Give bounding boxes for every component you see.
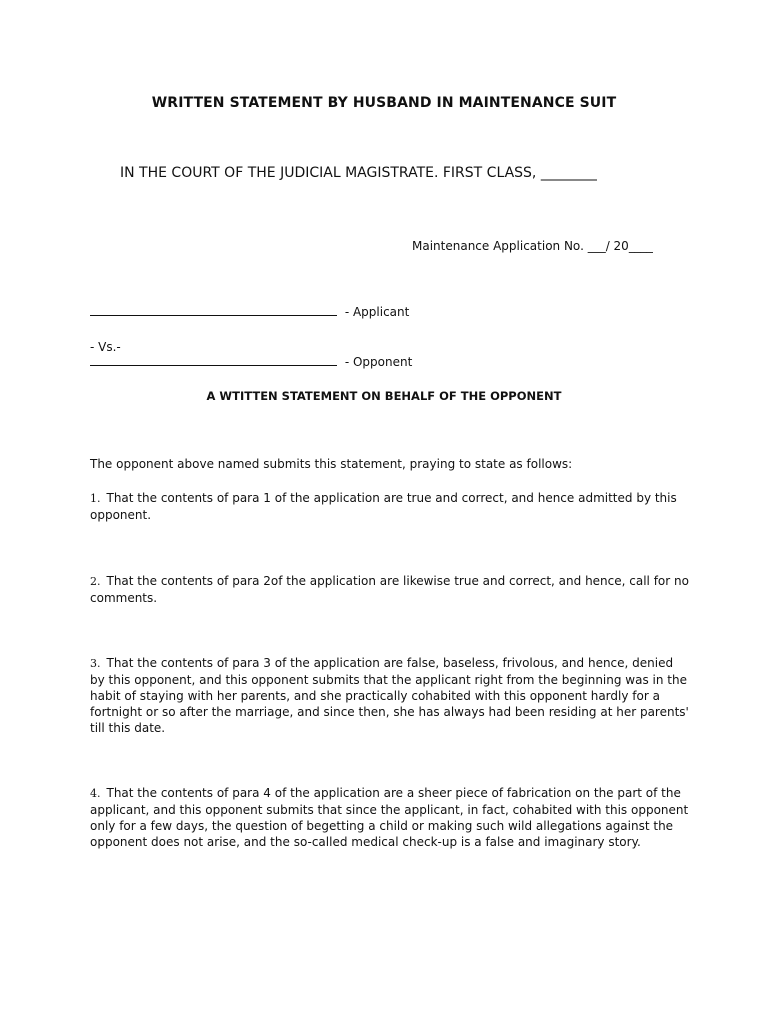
paragraph-3 xyxy=(90,655,690,736)
paragraph-number: 2. xyxy=(90,575,101,588)
applicant-name-blank xyxy=(90,314,337,316)
intro-text: The opponent above named submits this statement, praying to state as follows: xyxy=(90,457,573,471)
opponent-name-blank xyxy=(90,364,337,366)
applicant-row xyxy=(90,305,409,319)
paragraph-2 xyxy=(90,573,690,606)
paragraph-4 xyxy=(90,785,690,850)
paragraph-1 xyxy=(90,490,690,523)
applicant-label: - Applicant xyxy=(344,305,410,319)
paragraph-text: That the contents of para 4 of the application are a sheer piece of fabrication on the part of the applicant, and this opponent submits that since the applicant, in fact, cohabited with this opponent only for a few days, the question of begetting a child or making such wild allegations against the opponent does not arise, and the so-called medical check-up is a false and imaginary story. xyxy=(90,786,689,849)
paragraph-number: 4. xyxy=(90,787,101,800)
paragraph-text: That the contents of para 3 of the application are false, baseless, frivolous, and hence, denied by this opponent, and this opponent submits that the applicant right from the beginning was in the habit of staying with her parents, and she practically cohabited with this opponent hardly for a fortnight or so after the marriage, and since then, she has always had been residing at her parents' till this date. xyxy=(90,656,689,735)
paragraph-number: 1. xyxy=(90,492,101,505)
statement-subtitle: A WTITTEN STATEMENT ON BEHALF OF THE OPPONENT xyxy=(206,389,562,403)
document-title: WRITTEN STATEMENT BY HUSBAND IN MAINTENANCE SUIT xyxy=(151,95,617,111)
paragraph-text: That the contents of para 1 of the application are true and correct, and hence admitted by this opponent. xyxy=(90,491,677,522)
application-number: Maintenance Application No. ___/ 20____ xyxy=(412,239,653,253)
opponent-label: - Opponent xyxy=(344,355,413,369)
paragraph-text: That the contents of para 2of the application are likewise true and correct, and hence, call for no comments. xyxy=(90,574,689,605)
versus-label: - Vs.- xyxy=(90,340,121,354)
court-heading: IN THE COURT OF THE JUDICIAL MAGISTRATE. FIRST CLASS, ________ xyxy=(120,165,597,181)
opponent-row xyxy=(90,355,412,369)
paragraph-number: 3. xyxy=(90,657,101,670)
